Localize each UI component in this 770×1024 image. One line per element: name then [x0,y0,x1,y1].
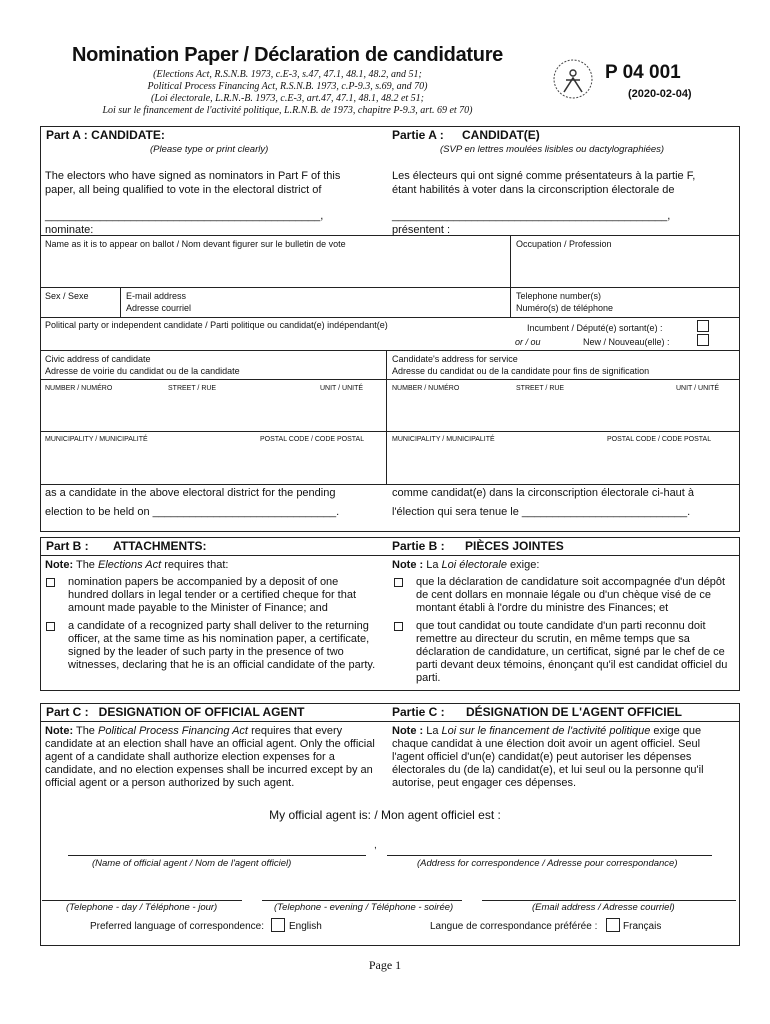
part-b-item2-fr: que tout candidat ou toute candidate d'un parti reconnu doit remettre au directeur du scrutin, en même temps que sa déclaration de candidature, un certificat, signé par le chef de ce parti devant deux témoins, énonçant qu'il est candidat officiel du parti. [416,620,728,684]
part-b-heading-fr-title: PIÈCES JOINTES [465,539,564,553]
civic-number-label: NUMBER / NUMÉRO [45,385,113,392]
francais-checkbox[interactable] [606,918,620,932]
part-c-heading-fr-label: Partie C : [392,705,445,719]
ballot-name-label: Name as it is to appear on ballot / Nom devant figurer sur le bulletin de vote [45,239,346,249]
civic-street-field[interactable] [41,395,385,430]
english-label: English [289,921,322,932]
part-b-item1-fr: que la déclaration de candidature soit accompagnée d'un dépôt de cent dollars en monnaie légale ou d'un chèque visé de ce montant établi à l'ordre du ministre des Finances; et [416,576,726,614]
nominate-label: nominate: [45,224,94,236]
sex-label: Sex / Sexe [45,291,89,301]
part-a-heading-en: Part A : CANDIDATE: [46,128,165,142]
part-b-note-fr: Note : La Loi électorale exige: [392,559,540,571]
francais-label: Français [623,921,662,932]
deposit-checkbox-fr[interactable] [394,578,403,587]
agent-comma: , [374,840,377,851]
party-label: Political party or independent candidate / Parti politique ou candidat(e) indépendant(e) [45,320,388,330]
district-line-fr[interactable]: _____________________________________________, [392,210,671,222]
civic-address-label-fr: Adresse de voirie du candidat ou de la candidate [45,366,240,376]
occupation-field[interactable] [511,252,737,286]
part-b-note-en: Note: The Elections Act requires that: [45,559,229,571]
agent-name-caption: (Name of official agent / Nom de l'agent officiel) [92,858,292,869]
agent-name-field[interactable] [68,830,366,854]
email-label-en: E-mail address [126,291,187,301]
pending-election-en-1: as a candidate in the above electoral district for the pending [45,487,336,499]
part-c-heading-en: Part C : DESIGNATION OF OFFICIAL AGENT [46,705,305,719]
part-c-note-en: Note: The Political Process Financing Act requires that every candidate at an election shall have an official agent. Only the official agent of a candidate shall authorize election expenses for a candidate, and no election expenses shall be incurred except by an official agent or a person authorized by such agent. [45,725,375,789]
statute-line-2: Political Process Financing Act, R.S.N.B. 1973, c.P-9.3, s.69, and 70) [147,81,428,92]
email-caption: (Email address / Adresse courriel) [532,902,675,913]
tel-evening-field[interactable] [262,876,462,899]
pref-language-label-fr: Langue de correspondance préférée : [430,921,598,932]
service-unit-label: UNIT / UNITÉ [676,385,720,392]
service-address-label-en: Candidate's address for service [392,354,518,364]
statute-line-3: (Loi électorale, L.R.N.-B. 1973, c.E-3, art.47, 47.1, 48.1, 48.2 et 51; [150,93,425,104]
tel-day-field[interactable] [42,876,242,899]
page-number: Page 1 [368,958,402,972]
service-municipality-field[interactable] [387,446,737,483]
form-number: P 04 001 [605,62,681,83]
incumbent-label: Incumbent / Député(e) sortant(e) : [527,323,663,333]
new-label: New / Nouveau(elle) : [583,337,670,347]
electors-text-fr: Les électeurs qui ont signé comme présentateurs à la partie F, étant habilités à voter dans la circonscription électorale de [392,170,696,196]
statute-line-4: Loi sur le financement de l'activité politique, L.R.N.B. de 1973, chapitre P-9.3, art. 69 et 70) [102,105,473,116]
civic-postal-label: POSTAL CODE / CODE POSTAL [260,436,365,443]
part-b-heading-fr-label: Partie B : [392,539,445,553]
page-title: Nomination Paper / Déclaration de candidature [71,44,504,66]
election-date-field-fr[interactable]: l'élection qui sera tenue le ___________________________. [392,506,691,518]
electors-text-en: The electors who have signed as nominators in Part F of this paper, all being qualified to vote in the electoral district of [45,170,341,196]
part-c-note-fr: Note : La Loi sur le financement de l'activité politique exige que chaque candidat à une élection doit avoir un agent officiel. Seul l'agent officiel d'un(e) candidat(e) peut autoriser les dépenses électorales du (de la) candidat(e), et lui seul ou la personne qu'il autorise, peut engager ces dépenses. [392,725,704,789]
service-municipality-label: MUNICIPALITY / MUNICIPALITÉ [392,436,495,443]
agent-email-field[interactable] [482,876,736,899]
phone-label-fr: Numéro(s) de téléphone [516,303,614,313]
civic-unit-label: UNIT / UNITÉ [320,385,364,392]
service-address-label-fr: Adresse du candidat ou de la candidate pour fins de signification [392,366,650,376]
part-a-heading-fr-label: Partie A : [392,128,444,142]
part-b-heading-en-title: ATTACHMENTS: [113,539,207,553]
deposit-checkbox-en[interactable] [46,578,55,587]
new-candidate-checkbox[interactable] [697,334,709,346]
part-c-heading-fr-title: DÉSIGNATION DE L'AGENT OFFICIEL [466,705,682,719]
presentent-label: présentent : [392,224,451,236]
service-postal-label: POSTAL CODE / CODE POSTAL [607,436,712,443]
service-street-label: STREET / RUE [516,385,565,392]
part-b-item1-en: nomination papers be accompanied by a deposit of one hundred dollars in legal tender or a certified cheque for that amount made payable to the Minister of Finance; and [68,576,357,614]
election-date-field-en[interactable]: election to be held on ______________________________. [45,506,340,518]
incumbent-checkbox[interactable] [697,320,709,332]
english-checkbox[interactable] [271,918,285,932]
district-line-en[interactable]: _____________________________________________, [45,210,324,222]
part-a-instruction-en: (Please type or print clearly) [150,144,269,155]
part-b-item2-en: a candidate of a recognized party shall deliver to the returning officer, at the same time as his nomination paper, a certificate, signed by the leader of such party in the presence of two witnesses, declaring that he is an official candidate of the party. [68,620,376,671]
tel-day-caption: (Telephone - day / Téléphone - jour) [66,902,218,913]
civic-municipality-label: MUNICIPALITY / MUNICIPALITÉ [45,436,148,443]
civic-municipality-field[interactable] [41,446,385,483]
part-a-instruction-fr: (SVP en lettres moulées lisibles ou dactylographiées) [440,144,665,155]
form-date: (2020-02-04) [628,88,692,100]
elections-nb-logo-icon [552,58,594,100]
occupation-label: Occupation / Profession [516,239,612,249]
service-street-field[interactable] [387,395,737,430]
or-ou-label: or / ou [515,337,541,347]
official-agent-label: My official agent is: / Mon agent officiel est : [269,808,501,822]
pref-language-label-en: Preferred language of correspondence: [90,921,265,932]
service-number-label: NUMBER / NUMÉRO [392,385,460,392]
part-b-heading-en-label: Part B : [46,539,89,553]
certificate-checkbox-en[interactable] [46,622,55,631]
civic-street-label: STREET / RUE [168,385,217,392]
tel-evening-caption: (Telephone - evening / Téléphone - soirée) [274,902,454,913]
statute-line-1: (Elections Act, R.S.N.B. 1973, c.E-3, s.47, 47.1, 48.1, 48.2, and 51; [153,69,422,80]
agent-address-field[interactable] [387,830,712,854]
ballot-name-field[interactable] [40,252,510,286]
civic-address-label-en: Civic address of candidate [45,354,151,364]
part-a-heading-fr-title: CANDIDAT(E) [462,128,540,142]
phone-label-en: Telephone number(s) [516,291,602,301]
pending-election-fr-1: comme candidat(e) dans la circonscription électorale ci-haut à [392,487,695,499]
email-label-fr: Adresse courriel [126,303,192,313]
certificate-checkbox-fr[interactable] [394,622,403,631]
agent-address-caption: (Address for correspondence / Adresse pour correspondance) [417,858,678,869]
